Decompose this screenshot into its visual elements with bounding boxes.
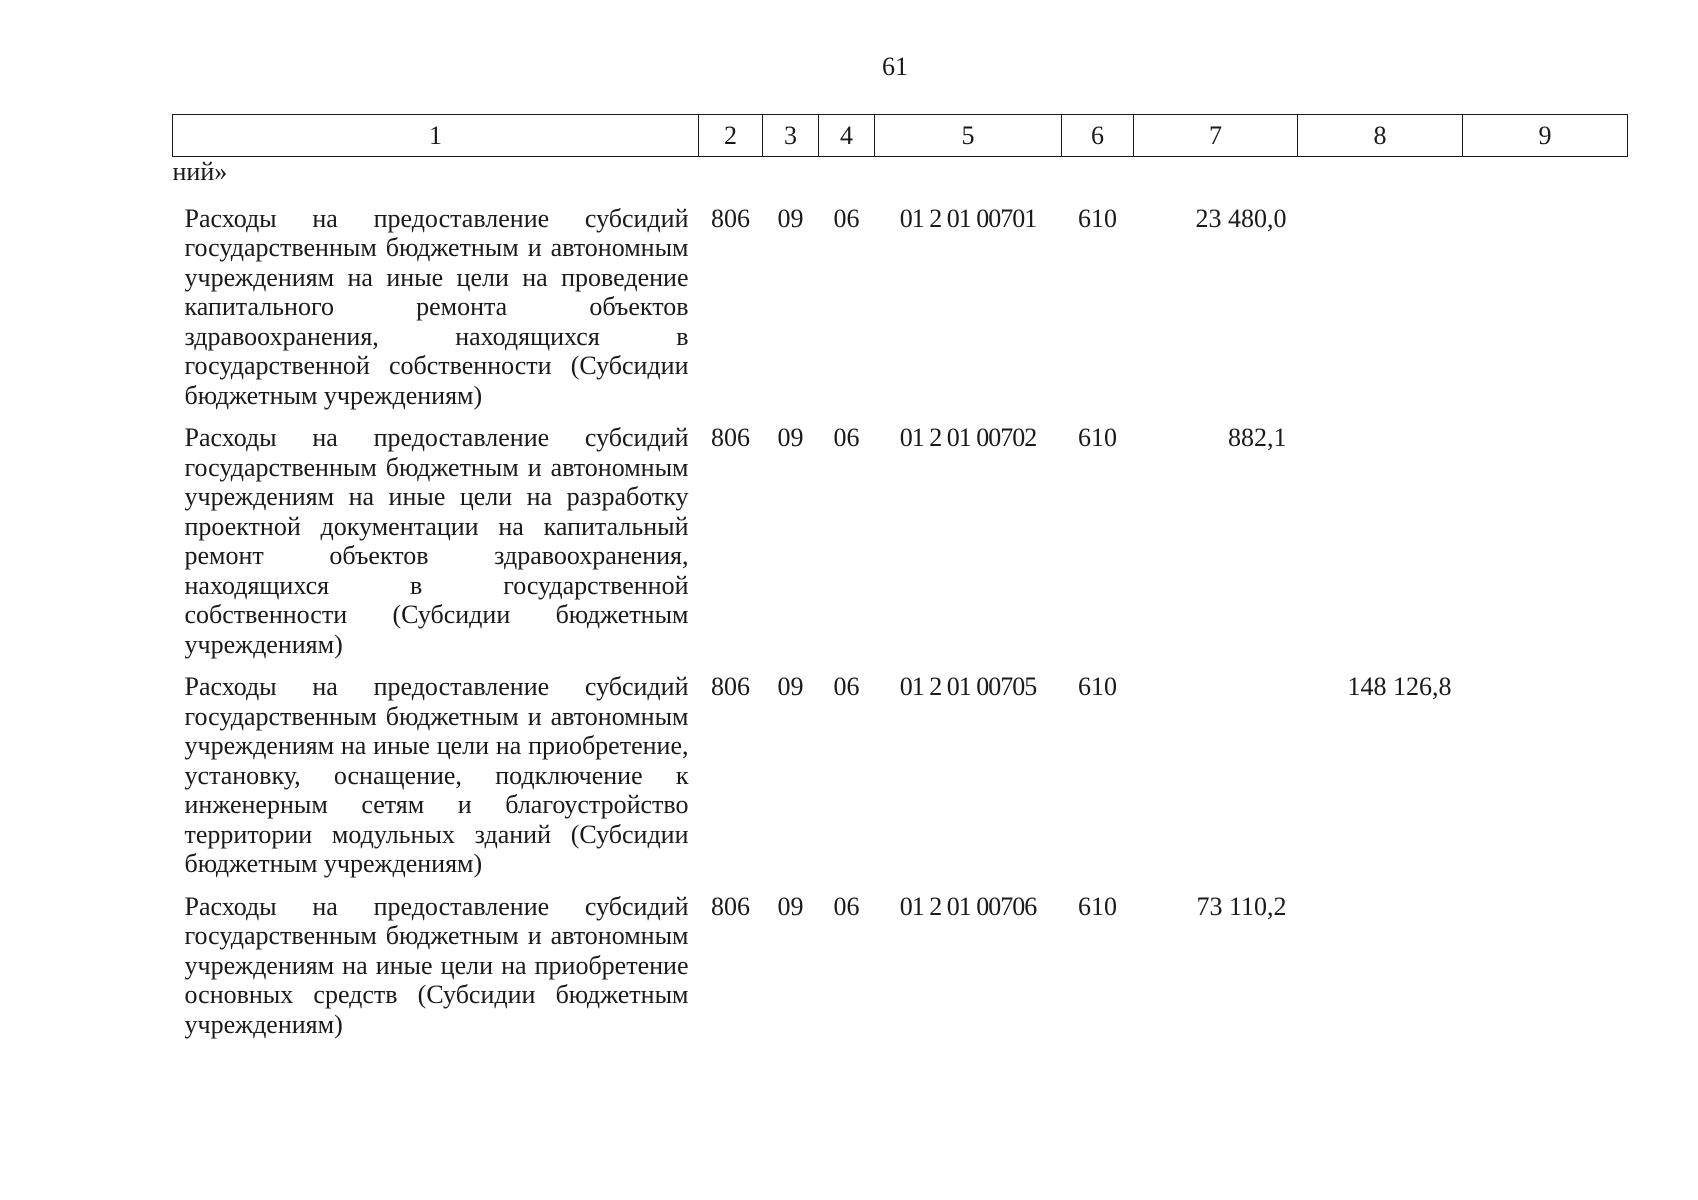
cell-amount-col8 — [1298, 883, 1463, 1044]
column-header-1: 1 — [173, 115, 699, 157]
cell-section-code: 09 — [777, 672, 804, 701]
cell-section-code: 09 — [777, 423, 804, 452]
cell-target-article: 01 2 01 00706 — [899, 891, 1037, 921]
cell-expense-type: 610 — [1078, 672, 1117, 701]
cell-amount-col9 — [1463, 663, 1628, 883]
cell-expense-type: 610 — [1078, 891, 1117, 921]
column-header-7: 7 — [1134, 115, 1298, 157]
cell-amount-col8 — [1298, 414, 1463, 663]
table-row — [173, 663, 1628, 883]
column-header-8: 8 — [1298, 115, 1463, 157]
cell-subsection-code: 06 — [833, 891, 860, 921]
page-number: 61 — [882, 52, 908, 81]
cell-target-article: 01 2 01 00701 — [899, 203, 1037, 233]
row-description: Расходы на предоставление субсидий государственным бюджетным и автономным учреждениям на иные цели на проведение капитального ремонта объектов здравоохранения, находящихся в государственной собственности (Субсидии бюджетным учреждениям) — [184, 203, 689, 410]
column-header-6: 6 — [1062, 115, 1134, 157]
cell-target-article: 01 2 01 00702 — [899, 423, 1037, 452]
cell-amount-col9 — [1463, 195, 1628, 415]
row-description: Расходы на предоставление субсидий государственным бюджетным и автономным учреждениям на иные цели на разработку проектной документации на капитальный ремонт объектов здравоохранения, находящихся в государственной собственности (Субсидии бюджетным учреждениям) — [184, 423, 689, 659]
cell-ministry-code: 806 — [711, 672, 750, 701]
cell-ministry-code: 806 — [711, 203, 750, 233]
row-description: Расходы на предоставление субсидий государственным бюджетным и автономным учреждениям на иные цели на приобретение, установку, оснащение, подключение к инженерным сетям и благоустройство территории модульных зданий (Субсидии бюджетным учреждениям) — [184, 672, 689, 878]
cell-ministry-code: 806 — [711, 891, 750, 921]
cell-amount-col8 — [1298, 195, 1463, 415]
cell-subsection-code: 06 — [833, 203, 860, 233]
cell-amount-col7 — [1134, 663, 1298, 883]
column-header-4: 4 — [819, 115, 875, 157]
column-header-9: 9 — [1463, 115, 1628, 157]
cell-amount-col7: 73 110,2 — [1196, 891, 1287, 921]
cell-section-code: 09 — [777, 203, 804, 233]
continuation-text: ний» — [172, 157, 228, 186]
column-header-5: 5 — [875, 115, 1062, 157]
table-row — [173, 414, 1628, 663]
continuation-row — [173, 157, 1628, 195]
budget-table — [172, 114, 1628, 1043]
cell-amount-col9 — [1463, 883, 1628, 1044]
cell-amount-col8: 148 126,8 — [1347, 672, 1452, 701]
cell-subsection-code: 06 — [833, 423, 860, 452]
table-header-row — [173, 115, 1628, 157]
table-row — [173, 883, 1628, 1044]
row-description: Расходы на предоставление субсидий государственным бюджетным и автономным учреждениям на иные цели на приобретение основных средств (Субсидии бюджетным учреждениям) — [184, 891, 689, 1039]
cell-section-code: 09 — [777, 891, 804, 921]
column-header-2: 2 — [699, 115, 763, 157]
cell-amount-col9 — [1463, 414, 1628, 663]
cell-amount-col7: 882,1 — [1228, 423, 1287, 452]
cell-target-article: 01 2 01 00705 — [899, 672, 1037, 701]
table-row — [173, 195, 1628, 415]
column-header-3: 3 — [763, 115, 819, 157]
cell-ministry-code: 806 — [711, 423, 750, 452]
cell-expense-type: 610 — [1078, 423, 1117, 452]
cell-expense-type: 610 — [1078, 203, 1117, 233]
cell-subsection-code: 06 — [833, 672, 860, 701]
cell-amount-col7: 23 480,0 — [1195, 203, 1287, 233]
